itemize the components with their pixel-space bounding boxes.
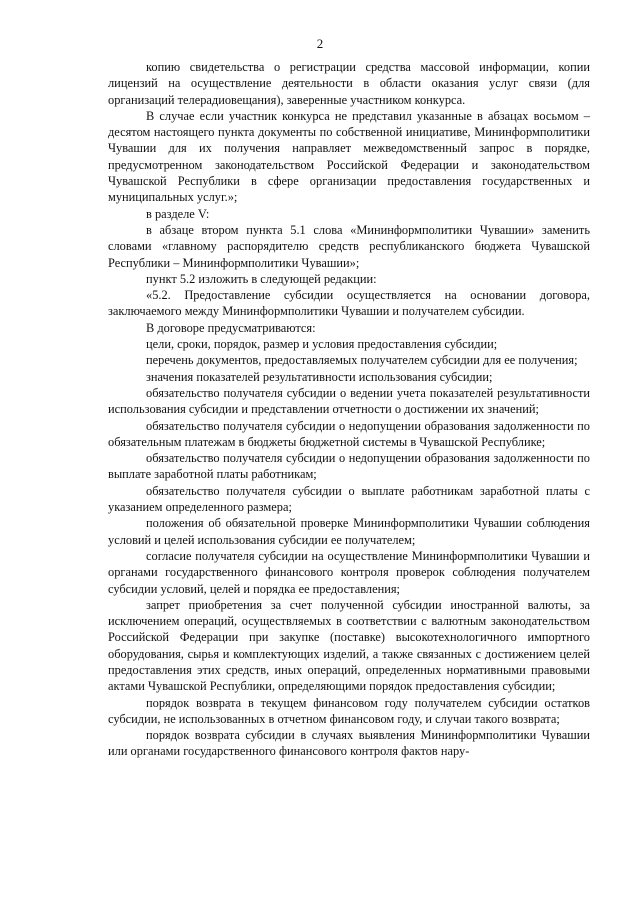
paragraph: запрет приобретения за счет полученной субсидии иностранной валюты, за исключением операций, осуществляемых в соответствии с валютным законодательством Российской Федерации при закупке (поставке) высокотехнологичного импортного оборудования, сырья и комплектующих изделий, а также связанных с достижением целей предоставления этих средств, иных операций, определенных нормативными правовыми актами Чувашской Республики, определяющими порядок предоставления субсидии; xyxy=(108,597,590,694)
paragraph: положения об обязательной проверке Мининформполитики Чувашии соблюдения условий и целей использования субсидии ее получателем; xyxy=(108,516,590,547)
paragraph: пункт 5.2 изложить в следующей редакции: xyxy=(146,271,377,286)
paragraph: копию свидетельства о регистрации средства массовой информации, копии лицензий на осуществление деятельности в области оказания услуг связи (для организаций телерадиовещания), заверенные участником конкурса. xyxy=(108,60,590,107)
paragraph: В договоре предусматриваются: xyxy=(146,320,316,335)
paragraph: обязательство получателя субсидии о недопущении образования задолженности по выплате заработной платы работникам; xyxy=(108,451,590,482)
paragraph: цели, сроки, порядок, размер и условия предоставления субсидии; xyxy=(146,337,498,352)
paragraph: значения показателей результативности использования субсидии; xyxy=(146,369,493,384)
paragraph: обязательство получателя субсидии о ведении учета показателей результативности использования субсидии и представлении отчетности о достижении их значений; xyxy=(108,385,590,417)
paragraph: согласие получателя субсидии на осуществление Мининформполитики Чувашии и органами государственного финансового контроля проверок соблюдения получателем субсидии условий, целей и порядка ее предоставления; xyxy=(108,548,590,596)
paragraph: в разделе V: xyxy=(146,206,210,221)
paragraph: обязательство получателя субсидии о недопущении образования задолженности по обязательным платежам в бюджеты бюджетной системы в Чувашской Республике; xyxy=(108,418,590,449)
paragraph: перечень документов, предоставляемых получателем субсидии для ее получения; xyxy=(146,353,578,368)
paragraph: «5.2. Предоставление субсидии осуществляется на основании договора, заключаемого между Мининформполитики Чувашии и получателем субсидии. xyxy=(108,288,590,319)
page-number: 2 xyxy=(316,36,324,51)
paragraph: порядок возврата в текущем финансовом году получателем субсидии остатков субсидии, не использованных в отчетном финансовом году, и случаи такого возврата; xyxy=(108,695,590,726)
paragraph: обязательство получателя субсидии о выплате работникам заработной платы с указанием определенного размера; xyxy=(108,483,590,515)
document-body xyxy=(108,59,590,760)
paragraph: В случае если участник конкурса не представил указанные в абзацах восьмом – десятом настоящего пункта документы по собственной инициативе, Мининформполитики Чувашии для их получения направляет межведомственный запрос в порядке, предусмотренном законодательством Российской Федерации и законодательством Чувашской Республики в сфере организации предоставления государственных и муниципальных услуг.»; xyxy=(108,108,590,205)
paragraph: порядок возврата субсидии в случаях выявления Мининформполитики Чувашии или органами государственного финансового контроля фактов нару- xyxy=(108,728,590,759)
paragraph: в абзаце втором пункта 5.1 слова «Мининформполитики Чувашии» заменить словами «главному распорядителю средств республиканского бюджета Чувашской Республики – Мининформполитики Чувашии»; xyxy=(108,222,590,270)
